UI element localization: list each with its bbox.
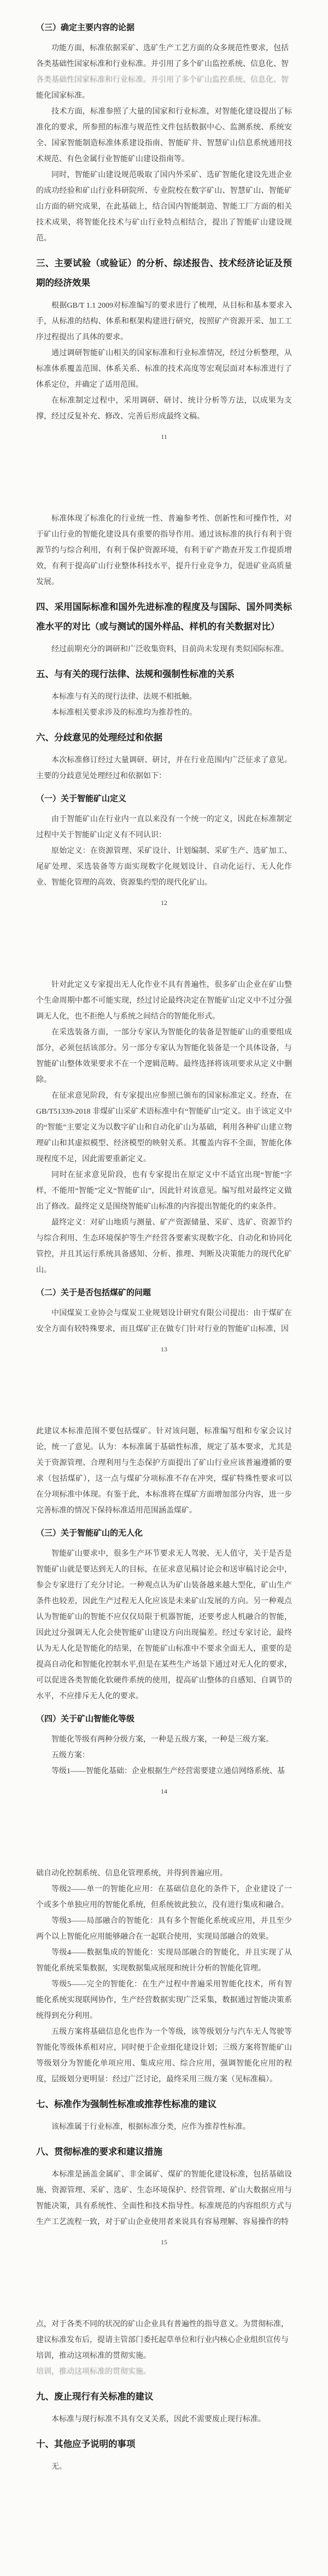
doc-page-13	[0, 907, 328, 1354]
paragraph: 同时，智能矿山建设规范吸取了国内外采矿、选矿智能化建设先进企业的成功经验和矿山行业科研院所、专业院校在数字矿山、智慧矿山、智能矿山方面的研究成果，在此基础上，结合国内智能制造、智能工厂方面的相关技术成果，将智能化技术与矿山行业特点相结合，提出了智能矿山建设规范。	[36, 171, 292, 243]
paragraph: 等级5——完全的智能化：在生产过程中普遍采用智能化技术，所有智能化系统实现联网协作，生产经营数据实现广泛采集，数据通过智能决策系统得到充分利用。	[36, 1980, 292, 2020]
paragraph: 通过调研智能矿山相关的国家标准和行业标准情况，经过分析整理，从标准体系覆盖范围、体系关系、标准的技术高度等宏观层面对本标准进行了体系定位，并确定了适用范围。	[36, 349, 292, 389]
paragraph: 原始定义：在资源管理、采矿设计、计划编制、采矿生产、选矿加工、尾矿处理、采选装备等方面实现数字化规划设计、自动化运行、无人化作业、智能化管理的高效、资源集约型的现代化矿山。	[36, 847, 292, 887]
sub-heading: （三）关于智能矿山的无人化	[36, 1528, 143, 1538]
sub-heading: （二）关于是否包括煤矿的问题	[36, 1288, 151, 1297]
paragraph-continuation: 此建议本标准范围不要包括煤矿。针对该问题，标准编写组和专家会议讨论，统一了意见。认为：本标准属于基础性标准，规定了基本要求，尤其是关于资源管理、合理利用与生态保护方面提出了矿山行业应该普遍遵循的要求（包括煤矿），这一点与煤矿分项标准不存在冲突，煤矿特殊性要求可以在分项标准中体现。有鉴于此，本标准将在煤矿方面增加部分内容，进一步完善标准的情况下保持标准适用范围涵盖煤矿。	[36, 1427, 292, 1515]
paragraph: 技术方面，标准参照了大量的国家和行业标准，对智能化建设提出了标准化的要求，所参照的标准与规范性文件包括数据中心、监测系统、系统安全、国家智能制造标准体系建设指南、智能矿井、智慧矿山信息系统通用技术规范、有色金属行业智能矿山建设指南等。	[36, 108, 292, 163]
page-number: 11	[161, 433, 167, 440]
page-number: 14	[161, 1787, 167, 1795]
paragraph: 在征求意见阶段，有专家提出应参照已颁布的国家标准定义。经查，在GB/T51339-2018 非煤矿山采矿术语标准中有“智能矿山”定义。由于该定义中的“智能”主要定义为以数字矿山和自动化矿山为基础，利用各种矿山建立物理矿山和其虚拟模型、经济模型的映射关系。其覆盖内容不全面，智能化体现程度不足，因此需要重新定义。	[36, 1092, 292, 1163]
paragraph: 标准体现了标准化的行业统一性、普遍参考性、创新性和可操作性，对于矿山行业的智能化建设具有重要的指导作用。通过该标准的执行有利于资源节约与综合利用，有利于保护资源环境，有利于矿产勘查开发工作提质增效，有利于提高矿山行业整体科技水平，提升行业竞争力，促进矿业高质量发展。	[36, 515, 292, 586]
page-number: 12	[161, 899, 167, 907]
paragraph: 智能化等级有两种分级方案，一种是五级方案，一种是三级方案。	[51, 1736, 273, 1744]
paragraph: 本标准相关要求涉及的标准均为推荐性的。	[51, 709, 197, 717]
ghost-duplicate-line: 各类基础性国家标准和行业标准。并引用了多个矿山监控系统、信息化、智	[36, 76, 289, 84]
paragraph: 等级3——局部融合的智能化：具有多个智能化系统或应用，并且至少两个以上智能化应用能够融合在一起联合使用，实现局部融合的效果。	[36, 1917, 292, 1941]
sub-heading: （三）确定主要内容的论据	[36, 23, 135, 32]
doc-page-14	[0, 1354, 328, 1796]
line-text-after: 提请主管部门委托起草单位和行业内核心企业组织宣传与	[97, 2336, 289, 2344]
paragraph: 根据GB/T 1.1 2009对标准编写的要求进行了梳理，从目标和基本要求入手，从标准的结构、体系和框架构建进行研究，按照矿产资源开采、加工工序过程提出了具体的要求。	[36, 302, 292, 342]
page-number: 13	[161, 1345, 167, 1353]
paragraph: 同时在征求意见阶段，也有专家提出在原定义中不适宜出现“智能”字样，不能用“智能”定义“智能矿山”，因此针对该意见。编写组对最终定义做出了修改。最终定义是围绕智能矿山标准的内容提出智能化的约束条件。	[36, 1171, 292, 1211]
red-comma: ，	[90, 2336, 97, 2344]
section-heading: 八、贯彻标准的要求和建议措施	[36, 2147, 162, 2157]
paragraph-continuation: 础自动化控制系统、信息化管理系统，并得到普遍应用。	[36, 1869, 227, 1878]
section-heading: 三、主要试验（或验证）的分析、综述报告、技术经济论证及预期的经济效果	[36, 258, 292, 288]
line-text-before: 建议标准发布后	[36, 2336, 90, 2344]
paragraph: 智能矿山要求中，很多生产环节要求无人驾驶、无人值守，关于是否是智能矿山就是要达到无人的目标，在征求意见稿讨论会和送审稿讨论会中，参会专家进行了充分讨论。一种观点认为矿山装备越来越大型化，矿山生产条件也较差，因此生产过程无人化应该是未来矿山发展的方向。另一种观点认为智能矿山的智能不应仅仅局限于机器智能，还要考虑人机融合的智能，因此过分强调无人化会使智能矿山建设方向出现偏差。经过专家讨论，最终认为无人化是智能化的结果，在智能矿山标准中不要求全面无人，重要的是提高自动化和智能化控制水平,但是在某些生产场景下通过对无人化的要求，可以促进各类智能化软硬件系统的使用，提高矿山整体的自感知、自调节的水平，不应排斥无人化的要求。	[36, 1550, 292, 1701]
paragraph: 等级2——单一的智能化应用：在基础信息化的条件下，企业建设了一个或多个单独应用的智能化系统，但系统彼此独立，没有进行集成和融合。	[36, 1885, 292, 1909]
section-heading: 七、标准作为强制性标准或推荐性标准的建议	[36, 2099, 216, 2109]
paragraph: 等级1——智能化基础：企业根据生产经营需要建立通信网络系统、基	[51, 1767, 285, 1775]
section-heading: 十、其他应予说明的事项	[36, 2439, 136, 2449]
page-number: 15	[161, 2238, 167, 2246]
paragraph: 最终定义：对矿山地质与测量、矿产资源储量、采矿、选矿、资源节约与综合利用、生态环境保护等生产经营各要素实现数字化、自动化和协同化管控，并且其运行系统具备感知、分析、推理、判断及决策能力的现代化矿山。	[36, 1219, 292, 1274]
paragraph-line-with-red-comma	[36, 2332, 292, 2348]
section-heading: 五、与有关的现行法律、法规和强制性标准的关系	[36, 669, 235, 679]
paragraph: 由于智能矿山在行业内一直以来没有一个统一的定义，因此在标准制定过程中关于智能矿山定义有不同认识：	[36, 815, 292, 839]
paragraph: 在采选装备方面，一部分专家认为智能化的装备是智能矿山的重要组成部分，必须包括该部分。另一部分专家认为智能化装备是一个具体设备，与智能矿山整体效果要求不在一个逻辑范畴。最终选择将该项要求从定义中删除。	[36, 1028, 292, 1084]
paragraph: 五级方案将基础信息化也作为一个等级，该等级划分与汽车无人驾驶等智能化等级体系相对应，同时便于企业细化建设计划；三级方案将智能矿山等级划分为智能化单项应用、集成应用、综合应用，强调智能化应用的程度，层级划分更明显：经过广泛讨论，最终采用三级方案（见标准稿）。	[36, 2028, 292, 2084]
paragraph: 五级方案：	[51, 1751, 90, 1760]
paragraph: 针对此定义专家提出无人化作业不具有普遍性，很多矿山企业在矿山整个生命周期中都不可能实现，经过讨论最终决定在智能矿山定义中不过分强调无人化，也不拒绝人与系统之间结合的智能化形式。	[36, 981, 292, 1021]
paragraph: 等级4——数据集成的智能化：实现局部融合的智能化，并且实现了从智能化系统采集数据，实现数据集成展现和统计分析的智能化管理。	[36, 1949, 292, 1973]
sub-heading: （一）关于智能矿山定义	[36, 794, 127, 803]
paragraph: 中国煤炭工业协会与煤炭工业规划设计研究有限公司提出：由于煤矿在安全方面有较特殊要求，而且煤矿正在做专门针对行业的智能矿山标准，因	[36, 1309, 292, 1333]
paragraph-line: 培训，推动这项标准的贯彻实施。	[36, 2352, 151, 2360]
doc-page-15	[0, 1796, 328, 2246]
ghost-duplicate-line: 培训，推动这项标准的贯彻实施。	[36, 2368, 151, 2376]
paragraph: 本标准与现行标准不具有交叉关系，因此不需要废止现行标准。	[51, 2415, 266, 2424]
paragraph-line: 能化国家标准。	[36, 92, 90, 100]
paragraph: 该标准属于行业标准，根据标准分类，应作为推荐性标准。	[51, 2123, 250, 2131]
doc-page-11	[0, 0, 328, 441]
paragraph: 本次标准修订经过大量调研、研讨，并在行业范围内广泛征求了意见。主要的分歧意见处理经过和依据如下：	[36, 756, 292, 780]
paragraph-line: 各类基础性国家标准和行业标准。并引用了多个矿山监控系统、信息化、智	[36, 60, 289, 68]
doc-page-12	[0, 441, 328, 907]
section-heading: 六、分歧意见的处理经过和依据	[36, 733, 162, 743]
paragraph: 在标准制定过程中，采用调研、研讨、统计分析等方法，以成果为支撑，经过反复补充、修改、完善后形成最终文稿。	[36, 397, 292, 421]
paragraph: 本标准是涵盖金属矿、非金属矿、煤矿的智能化建设标准，包括基础设施、资源管理、采矿、选矿、生态环境保护、经营管理、矿山大数据应用与智能决策，具有系统性、全面性和技术指导性。标准规范的内容组织方式与生产工艺流程一致，对于矿山企业使用者来说具有容易理解、容易操作的特	[36, 2171, 292, 2226]
paragraph: 无。	[51, 2463, 67, 2471]
doc-page-16	[0, 2246, 328, 2475]
paragraph-line: 功能方面，标准依据采矿、选矿生产工艺方面的众多规范性要求，包括	[51, 44, 289, 52]
sub-heading: （四）关于矿山智能化等级	[36, 1714, 135, 1724]
section-heading: 九、废止现行有关标准的建议	[36, 2392, 154, 2402]
paragraph: 经过前期充分的调研和广泛收集资料，目前尚未发现有类似国际标准。	[51, 645, 289, 654]
paragraph-line: 点，对于各类不同的状况的矿山企业具有普遍性的指导意义。为贯彻标准，	[36, 2320, 289, 2328]
section-heading: 四、采用国际标准和国外先进标准的程度及与国际、国外同类标准水平的对比（或与测试的国外样品、样机的有关数据对比）	[36, 602, 292, 632]
paragraph: 本标准与有关的现行法律、法规不相抵触。	[51, 693, 197, 701]
